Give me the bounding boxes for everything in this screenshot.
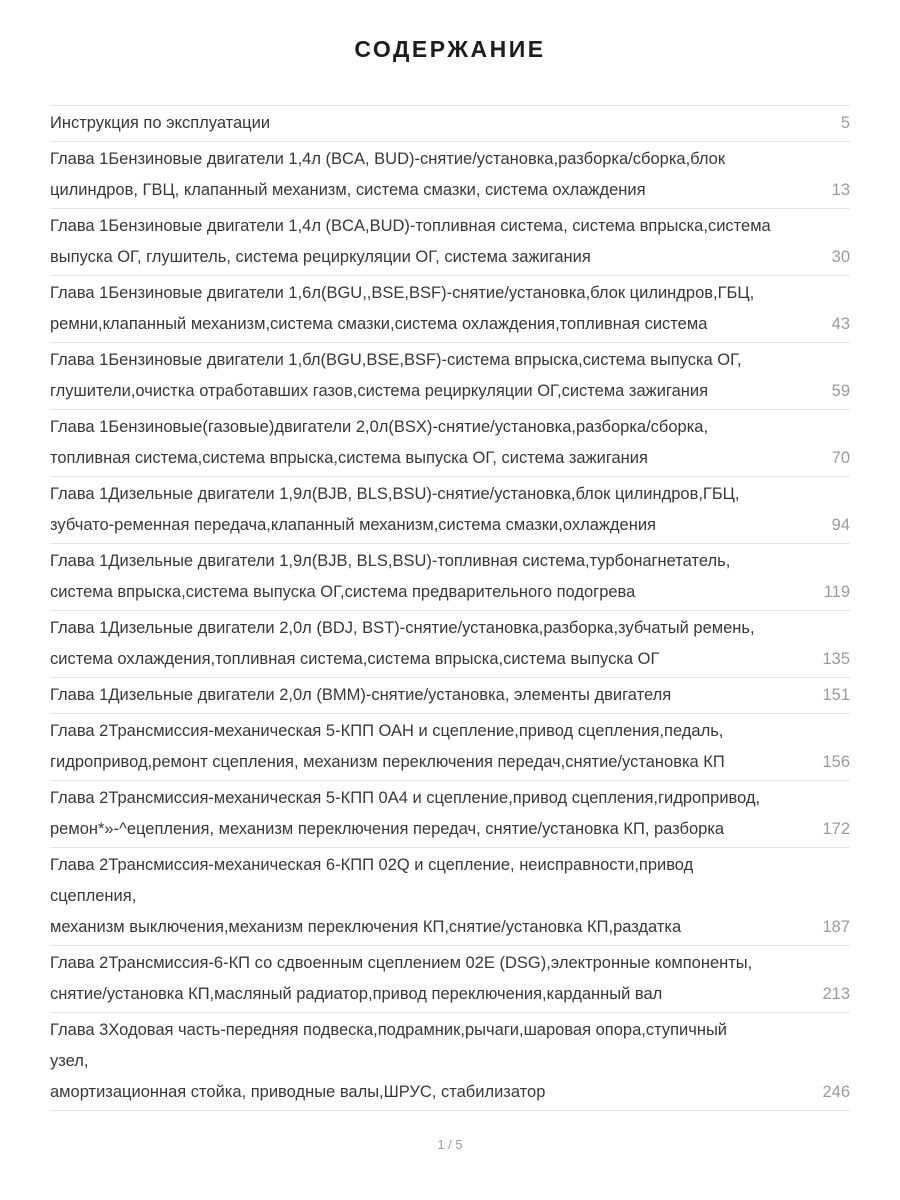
toc-entry-text-line: Инструкция по эксплуатации	[50, 114, 271, 132]
toc-entry-text-line: Глава 2Трансмиссия-механическая 5-КПП 0А4 и сцепление,привод сцепления,гидропривод,	[50, 789, 761, 807]
toc-entry-page-number: 156	[822, 753, 850, 771]
toc-entry-last-line	[50, 577, 850, 608]
toc-entry[interactable]	[50, 848, 850, 946]
toc-entry[interactable]	[50, 781, 850, 848]
toc-entry-last-line	[50, 309, 850, 340]
toc-entry-page-number: 94	[831, 516, 850, 534]
toc-entry-text-line: топливная система,система впрыска,система выпуска ОГ, система зажигания	[50, 449, 648, 467]
toc-entry-last-line	[50, 814, 850, 845]
toc-entry-last-line	[50, 747, 850, 778]
toc-entry-page-number: 187	[822, 918, 850, 936]
toc-entry-text-line: зубчато-ременная передача,клапанный механизм,система смазки,охлаждения	[50, 516, 656, 534]
toc-list	[50, 105, 850, 1111]
toc-entry-text-line: ремон*»-^ецепления, механизм переключения передач, снятие/установка КП, разборка	[50, 820, 725, 838]
toc-entry-text-line: Глава 2Трансмиссия-6-КП со сдвоенным сцеплением 02Е (DSG),электронные компоненты,	[50, 954, 753, 972]
toc-entry-text-line: Глава 3Ходовая часть-передняя подвеска,подрамник,рычаги,шаровая опора,ступичный	[50, 1021, 728, 1039]
toc-entry-text-line: узел,	[50, 1052, 89, 1070]
toc-entry-text-line: выпуска ОГ, глушитель, система рециркуляции ОГ, система зажигания	[50, 248, 591, 266]
toc-entry-text-line: цилиндров, ГВЦ, клапанный механизм, система смазки, система охлаждения	[50, 181, 646, 199]
toc-entry-page-number: 172	[822, 820, 850, 838]
toc-entry-last-line	[50, 175, 850, 206]
toc-entry-page-number: 246	[822, 1083, 850, 1101]
toc-entry-text-line: Глава 1Бензиновые(газовые)двигатели 2,0л(BSX)-снятие/установка,разборка/сборка,	[50, 418, 709, 436]
toc-entry-text-line: амортизационная стойка, приводные валы,ШРУС, стабилизатор	[50, 1083, 546, 1101]
toc-entry-page-number: 13	[831, 181, 850, 199]
toc-entry[interactable]	[50, 611, 850, 678]
toc-entry-text-line: ремни,клапанный механизм,система смазки,система охлаждения,топливная система	[50, 315, 708, 333]
toc-entry-text-line: Глава 2Трансмиссия-механическая 6-КПП 02Q и сцепление, неисправности,привод	[50, 856, 694, 874]
toc-entry-page-number: 5	[840, 114, 850, 132]
toc-entry[interactable]	[50, 106, 850, 142]
toc-entry[interactable]	[50, 410, 850, 477]
toc-entry-page-number: 43	[831, 315, 850, 333]
toc-entry[interactable]	[50, 946, 850, 1013]
toc-entry-last-line	[50, 376, 850, 407]
toc-entry-page-number: 135	[822, 650, 850, 668]
toc-entry[interactable]	[50, 276, 850, 343]
toc-entry[interactable]	[50, 343, 850, 410]
toc-entry-last-line	[50, 644, 850, 675]
toc-entry-text-line: система впрыска,система выпуска ОГ,система предварительного подогрева	[50, 583, 636, 601]
toc-entry-last-line	[50, 979, 850, 1010]
toc-entry-text-line: Глава 1Бензиновые двигатели 1,6л(BGU,,BSE,BSF)-снятие/установка,блок цилиндров,ГБЦ,	[50, 284, 755, 302]
toc-entry-last-line	[50, 510, 850, 541]
toc-entry-page-number: 30	[831, 248, 850, 266]
toc-entry[interactable]	[50, 1013, 850, 1111]
toc-entry[interactable]	[50, 544, 850, 611]
toc-entry[interactable]	[50, 678, 850, 714]
toc-entry-last-line	[50, 242, 850, 273]
toc-entry-text-line: глушители,очистка отработавших газов,система рециркуляции ОГ,система зажигания	[50, 382, 709, 400]
toc-entry[interactable]	[50, 209, 850, 276]
toc-entry-page-number: 119	[823, 583, 850, 601]
toc-entry-last-line	[50, 108, 850, 139]
toc-entry-text-line: сцепления,	[50, 887, 137, 905]
toc-entry-text-line: Глава 2Трансмиссия-механическая 5-КПП ОАН и сцепление,привод сцепления,педаль,	[50, 722, 724, 740]
toc-entry-last-line	[50, 443, 850, 474]
toc-entry-text-line: механизм выключения,механизм переключения КП,снятие/установка КП,раздатка	[50, 918, 682, 936]
page-indicator: 1 / 5	[437, 1137, 463, 1152]
toc-entry-text-line: система охлаждения,топливная система,система впрыска,система выпуска ОГ	[50, 650, 660, 668]
toc-entry-text-line: Глава 1Бензиновые двигатели 1,бл(BGU,BSE,BSF)-система впрыска,система выпуска ОГ,	[50, 351, 742, 369]
toc-entry-text-line: Глава 1Дизельные двигатели 1,9л(BJB, BLS,BSU)-топливная система,турбонагнетатель,	[50, 552, 731, 570]
toc-entry-text-line: Глава 1Дизельные двигатели 1,9л(BJB, BLS,BSU)-снятие/установка,блок цилиндров,ГБЦ,	[50, 485, 740, 503]
toc-entry[interactable]	[50, 142, 850, 209]
toc-entry-last-line	[50, 1077, 850, 1108]
page-title: СОДЕРЖАНИЕ	[354, 36, 546, 62]
toc-entry-page-number: 59	[831, 382, 850, 400]
toc-entry-last-line	[50, 680, 850, 711]
toc-entry-text-line: гидропривод,ремонт сцепления, механизм переключения передач,снятие/установка КП	[50, 753, 725, 771]
toc-entry-text-line: Глава 1Дизельные двигатели 2,0л (BMM)-снятие/установка, элементы двигателя	[50, 686, 672, 704]
toc-entry-last-line	[50, 912, 850, 943]
toc-entry-page-number: 151	[822, 686, 850, 704]
toc-entry-text-line: Глава 1Бензиновые двигатели 1,4л (BCA,BUD)-топливная система, система впрыска,система	[50, 217, 771, 235]
toc-entry[interactable]	[50, 714, 850, 781]
toc-entry-text-line: Глава 1Дизельные двигатели 2,0л (BDJ, BST)-снятие/установка,разборка,зубчатый ремень,	[50, 619, 755, 637]
toc-entry[interactable]	[50, 477, 850, 544]
toc-entry-page-number: 213	[822, 985, 850, 1003]
toc-entry-page-number: 70	[831, 449, 850, 467]
toc-entry-text-line: снятие/установка КП,масляный радиатор,привод переключения,карданный вал	[50, 985, 663, 1003]
toc-entry-text-line: Глава 1Бензиновые двигатели 1,4л (BCA, BUD)-снятие/установка,разборка/сборка,блок	[50, 150, 726, 168]
